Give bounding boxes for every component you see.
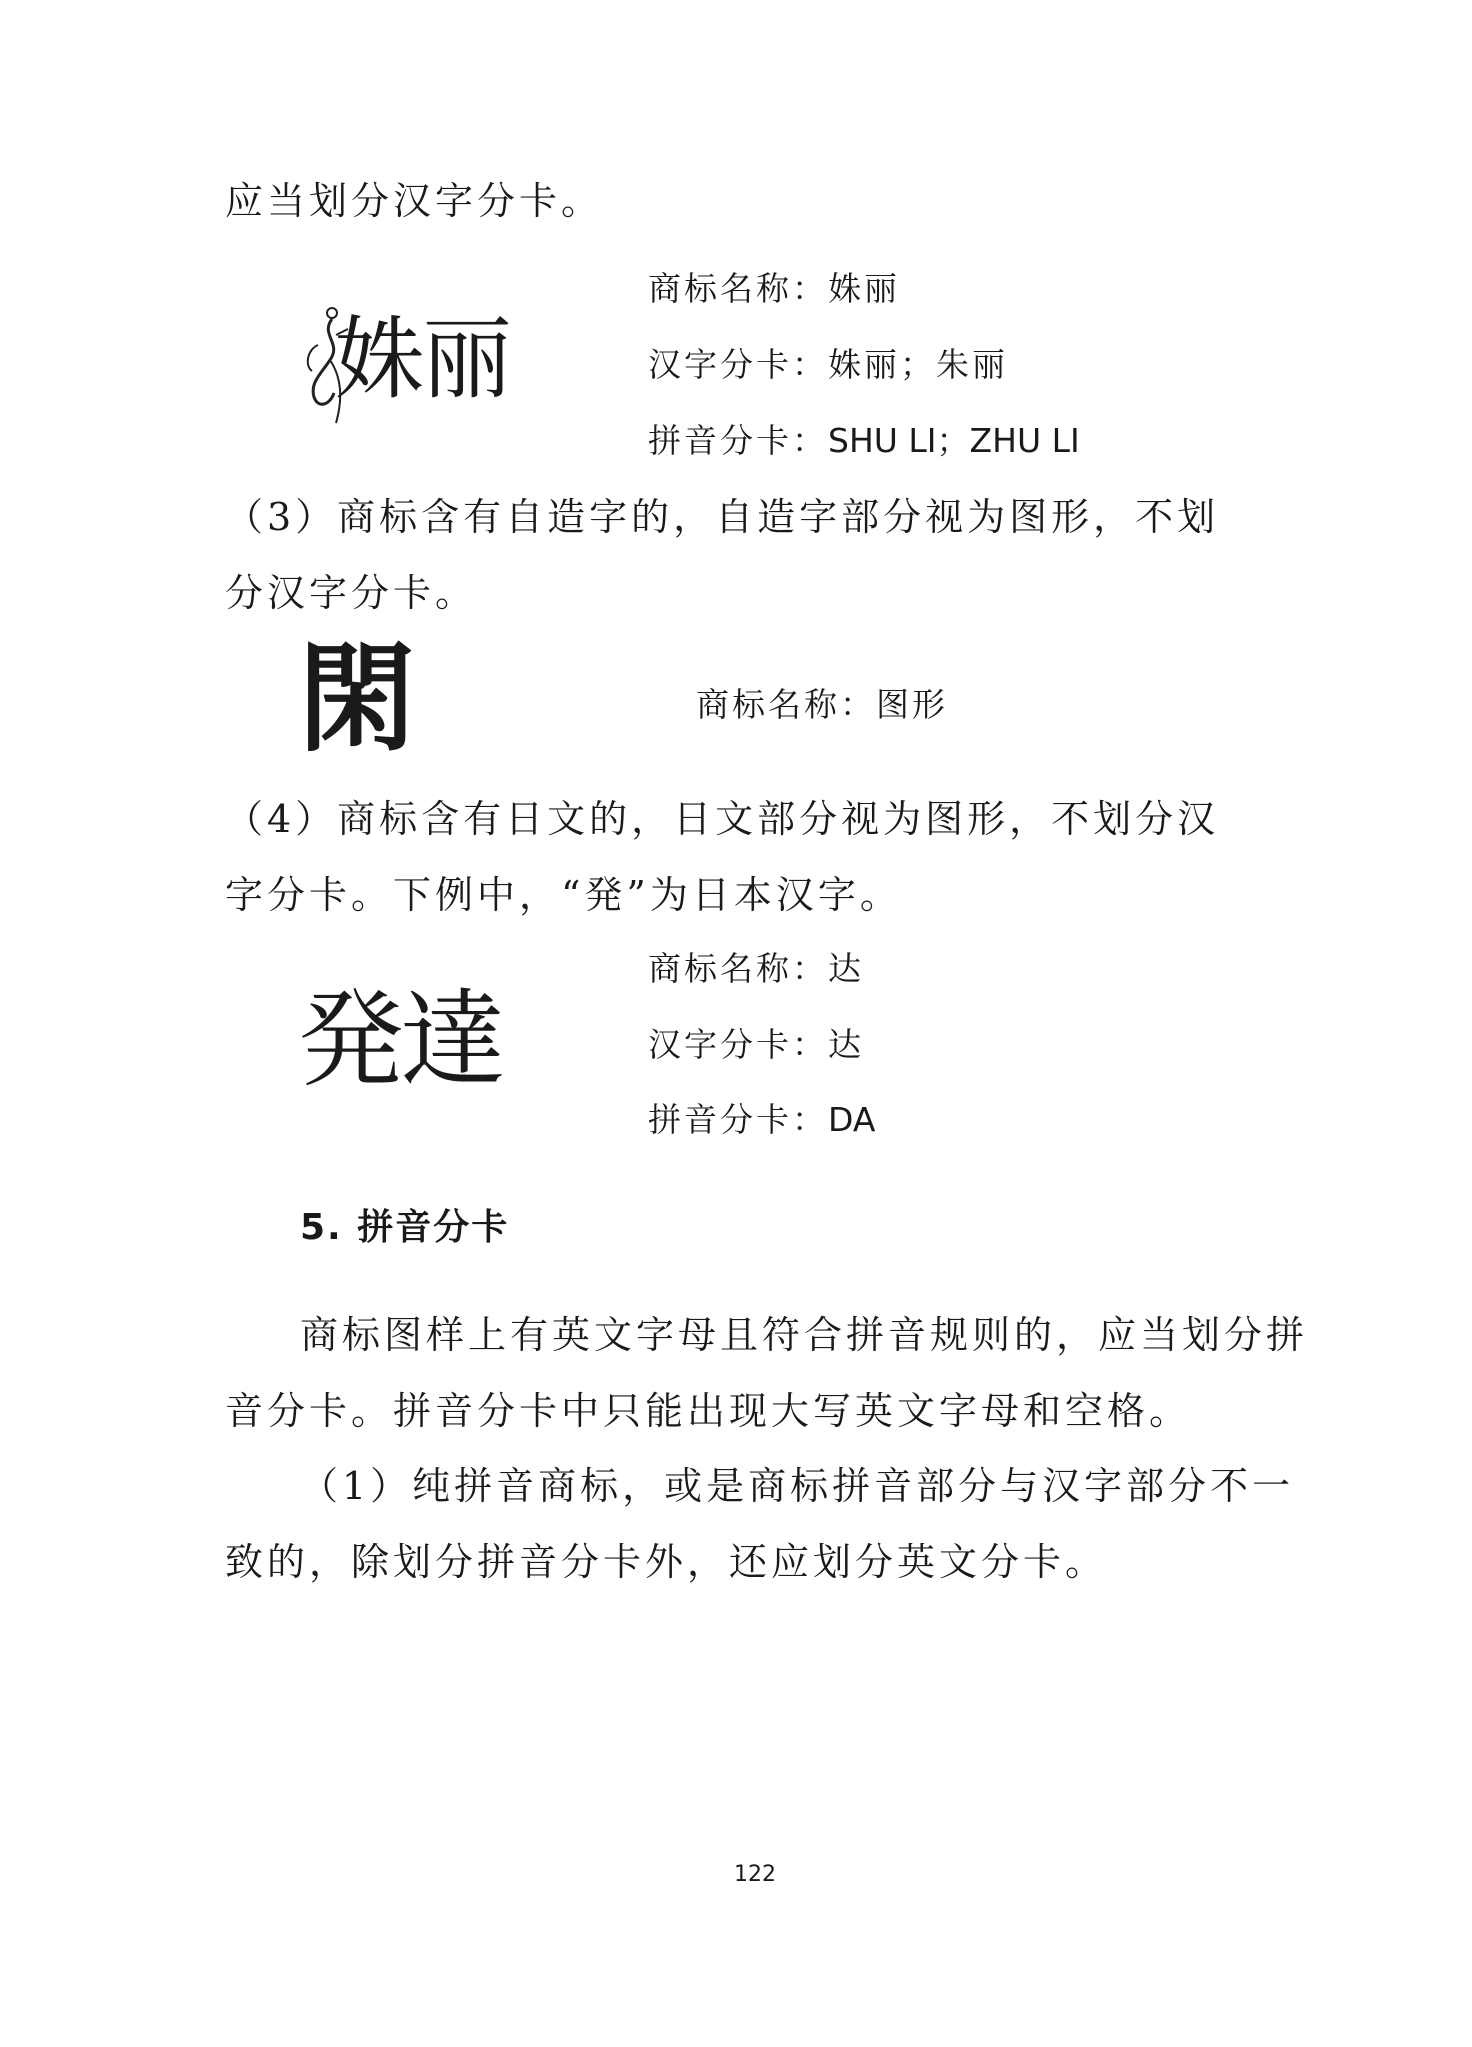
hanzi-value: 姝丽；朱丽 (828, 345, 1008, 384)
name-value: 图形 (876, 685, 948, 724)
name-label: 商标名称： (696, 685, 876, 724)
section5-heading: 5. 拼音分卡 (300, 1207, 510, 1248)
hanzi-label: 汉字分卡： (648, 1025, 828, 1064)
example1-pinyin-row (648, 421, 1080, 460)
hanzi-value: 达 (828, 1025, 864, 1064)
name-label: 商标名称： (648, 949, 828, 988)
name-value: 达 (828, 949, 864, 988)
section5-paragraph-line2: 音分卡。拼音分卡中只能出现大写英文字母和空格。 (225, 1389, 1192, 1433)
section3-line2: 分汉字分卡。 (225, 571, 478, 615)
section3-line1: （3）商标含有自造字的，自造字部分视为图形，不划 (225, 495, 1220, 539)
example1-name-row (648, 269, 900, 308)
section4-line1: （4）商标含有日文的，日文部分视为图形，不划分汉 (225, 797, 1220, 841)
example3-pinyin-row (648, 1100, 876, 1139)
item1-line1: （1）纯拼音商标，或是商标拼音部分与汉字部分不一 (300, 1464, 1295, 1508)
example2-name-row (696, 685, 948, 724)
section4-line2: 字分卡。下例中，“発”为日本汉字。 (225, 873, 902, 917)
pinyin-label: 拼音分卡： (648, 421, 828, 460)
logo-self-made-char: 閑 (298, 630, 417, 768)
logo-fada: 発達 (298, 979, 502, 1102)
hanzi-label: 汉字分卡： (648, 345, 828, 384)
logo-shuli-text: 姝丽 (334, 307, 510, 412)
pinyin-value: DA (828, 1100, 876, 1139)
name-label: 商标名称： (648, 269, 828, 308)
section5-paragraph-line1: 商标图样上有英文字母且符合拼音规则的，应当划分拼 (300, 1313, 1309, 1357)
example3-name-row (648, 949, 864, 988)
paragraph-top: 应当划分汉字分卡。 (225, 179, 604, 223)
logo-shuli (300, 305, 510, 425)
name-value: 姝丽 (828, 269, 900, 308)
example1-hanzi-row (648, 345, 1008, 384)
pinyin-label: 拼音分卡： (648, 1100, 828, 1139)
item1-line2: 致的，除划分拼音分卡外，还应划分英文分卡。 (225, 1540, 1108, 1584)
pinyin-value: SHU LI；ZHU LI (828, 421, 1080, 460)
example3-hanzi-row (648, 1025, 864, 1064)
page-number: 122 (734, 1862, 776, 1887)
